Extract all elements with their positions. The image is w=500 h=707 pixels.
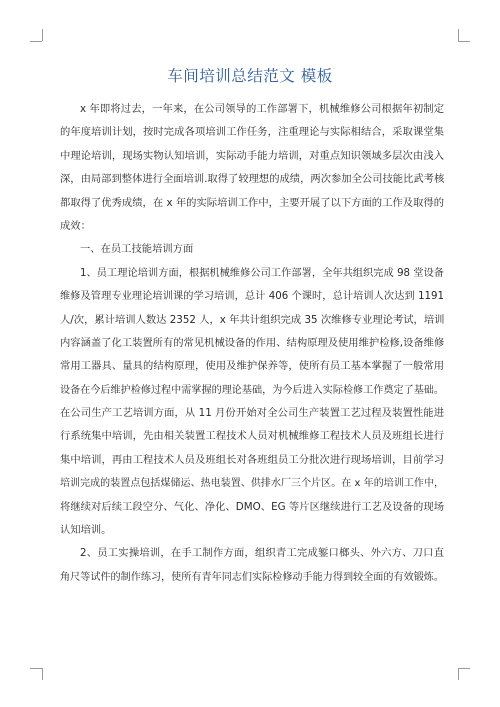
text-line: 1、员工理论培训方面，根据机械维修公司工作部署，全年共组织完成 98 堂设备 bbox=[80, 267, 444, 279]
section-heading: 一、在员工技能培训方面 bbox=[80, 243, 194, 256]
crop-mark bbox=[30, 41, 42, 42]
text-line: 常用工器具、量具的结构原理，使用及维护保养等，使所有员工基本掌握了一般常用 bbox=[60, 360, 444, 373]
text-line: 的年度培训计划，按时完成各项培训工作任务，注重理论与实际相结合，采取课堂集 bbox=[60, 126, 444, 139]
text-line: 集中培训，再由工程技术人员及班组长对各班组员工分批次进行现场培训，目前学习 bbox=[60, 453, 444, 466]
text-line: 人/次，累计培训人数达 2352 人，x 年共计组织完成 35 次维修专业理论考试，培训 bbox=[60, 313, 444, 326]
text-line: 认知培训。 bbox=[60, 524, 112, 537]
document-title: 车间培训总结范文 模板 bbox=[167, 67, 333, 85]
text-line: 在公司生产工艺培训方面，从 11 月份开始对全公司生产装置工艺过程及装置性能进 bbox=[60, 407, 444, 420]
crop-mark bbox=[458, 29, 459, 41]
text-line: x 年即将过去，一年来，在公司领导的工作部署下，机械维修公司根据年初制定 bbox=[80, 103, 444, 115]
crop-mark bbox=[30, 668, 42, 669]
text-line: 都取得了优秀成绩，在 x 年的实际培训工作中，主要开展了以下方面的工作及取得的 bbox=[60, 196, 444, 209]
crop-mark bbox=[458, 41, 470, 42]
text-line: 中理论培训，现场实物认知培训，实际动手能力培训，对重点知识领域多层次由浅入 bbox=[60, 149, 444, 162]
text-line: 成效： bbox=[60, 219, 91, 232]
text-line: 角尺等试件的制作练习，使所有青年同志们实际检修动手能力得到较全面的有效锻炼。 bbox=[60, 571, 444, 583]
text-line: 2、员工实操培训，在手工制作方面，组织青工完成錾口榔头、外六方、刀口直 bbox=[80, 547, 444, 560]
crop-mark bbox=[42, 29, 43, 41]
crop-mark bbox=[458, 668, 459, 680]
text-line: 行系统集中培训，先由相关装置工程技术人员对机械维修工程技术人员及班组长进行 bbox=[60, 430, 444, 443]
text-line: 培训完成的装置点包括煤储运、热电装置、供排水厂三个片区。在 x 年的培训工作中， bbox=[60, 478, 444, 490]
text-line: 维修及管理专业理论培训课的学习培训，总计 406 个课时，总计培训人次达到 1191 bbox=[60, 291, 444, 303]
document-body bbox=[60, 98, 444, 589]
text-line: 深，由局部到整体进行全面培训.取得了较理想的成绩，两次参加全公司技能比武考核 bbox=[60, 173, 444, 186]
crop-mark bbox=[458, 668, 470, 669]
text-line: 设备在今后维护检修过程中需掌握的理论基础，为今后进入实际检修工作奠定了基础。 bbox=[60, 384, 444, 396]
crop-mark bbox=[42, 668, 43, 680]
text-line: 内容涵盖了化工装置所有的常见机械设备的作用、结构原理及使用维护检修,设备维修 bbox=[60, 336, 444, 349]
text-line: 将继续对后续工段空分、气化、净化、DMO、EG 等片区继续进行工艺及设备的现场 bbox=[60, 500, 444, 513]
